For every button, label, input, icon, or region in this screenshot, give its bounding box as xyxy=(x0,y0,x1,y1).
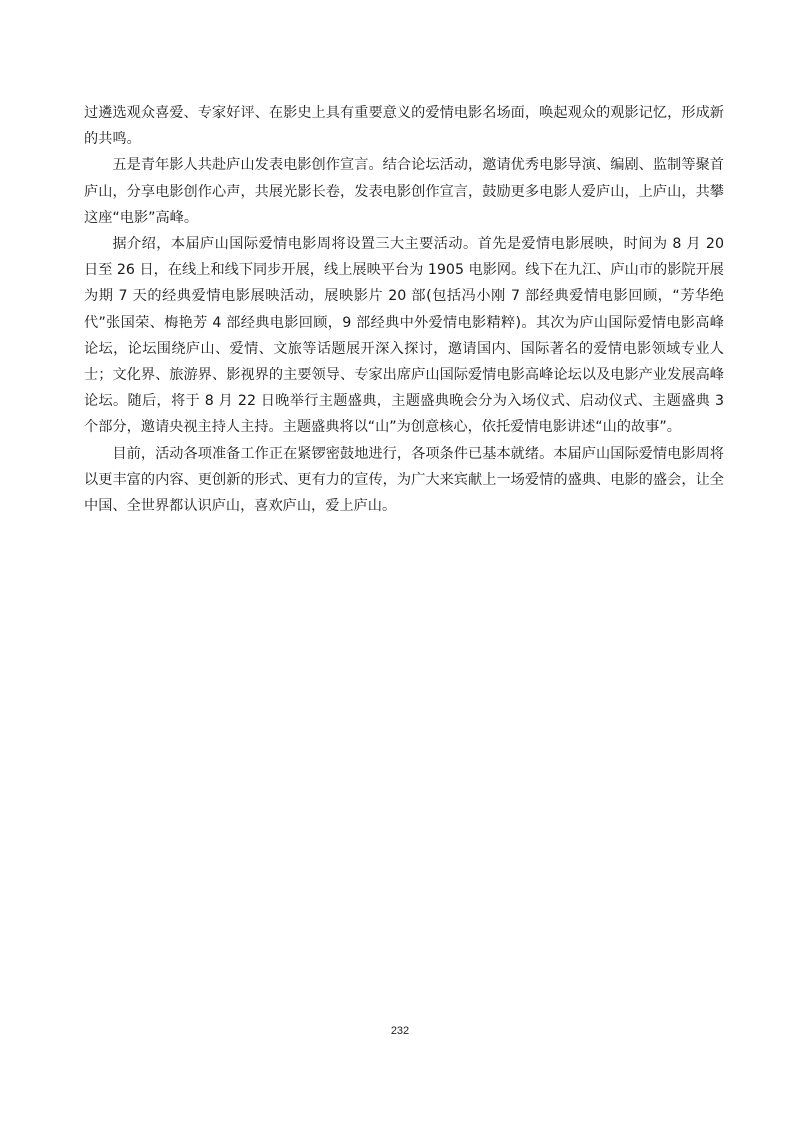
paragraph-continued-screening-highlights: 过遴选观众喜爱、专家好评、在影史上具有重要意义的爱情电影名场面，唤起观众的观影记忆，形成新的共鸣。 xyxy=(84,105,724,148)
page-number: 232 xyxy=(390,1025,410,1037)
paragraph-three-main-activities: 据介绍，本届庐山国际爱情电影周将设置三大主要活动。首先是爱情电影展映，时间为 8 月 20 日至 26 日，在线上和线下同步开展，线上展映平台为 1905 电影网。线下在九江、庐山市的影院开展为期 7 天的经典爱情电影展映活动，展映影片 20 部(包括冯小刚 7 部经典爱情电影回顾，“芳华绝代”张国荣、梅艳芳 4 部经典电影回顾，9 部经典中外爱情电影精粹)。其次为庐山国际爱情电影高峰论坛，论坛围绕庐山、爱情、文旅等话题展开深入探讨，邀请国内、国际著名的爱情电影领域专业人士；文化界、旅游界、影视界的主要领导、专家出席庐山国际爱情电影高峰论坛以及电影产业发展高峰论坛。随后，将于 8 月 22 日晚举行主题盛典，主题盛典晚会分为入场仪式、启动仪式、主题盛典 3 个部分，邀请央视主持人主持。主题盛典将以“山”为创意核心，依托爱情电影讲述“山的故事”。 xyxy=(84,236,724,436)
paragraph-young-filmmakers-declaration: 五是青年影人共赴庐山发表电影创作宣言。结合论坛活动，邀请优秀电影导演、编剧、监制等聚首庐山，分享电影创作心声，共展光影长卷，发表电影创作宣言，鼓励更多电影人爱庐山，上庐山，共攀这座“电影”高峰。 xyxy=(84,157,724,226)
document-body xyxy=(84,100,724,519)
paragraph-preparation-status: 目前，活动各项准备工作正在紧锣密鼓地进行，各项条件已基本就绪。本届庐山国际爱情电影周将以更丰富的内容、更创新的形式、更有力的宣传，为广大来宾献上一场爱情的盛典、电影的盛会，让全中国、全世界都认识庐山，喜欢庐山，爱上庐山。 xyxy=(84,445,724,515)
